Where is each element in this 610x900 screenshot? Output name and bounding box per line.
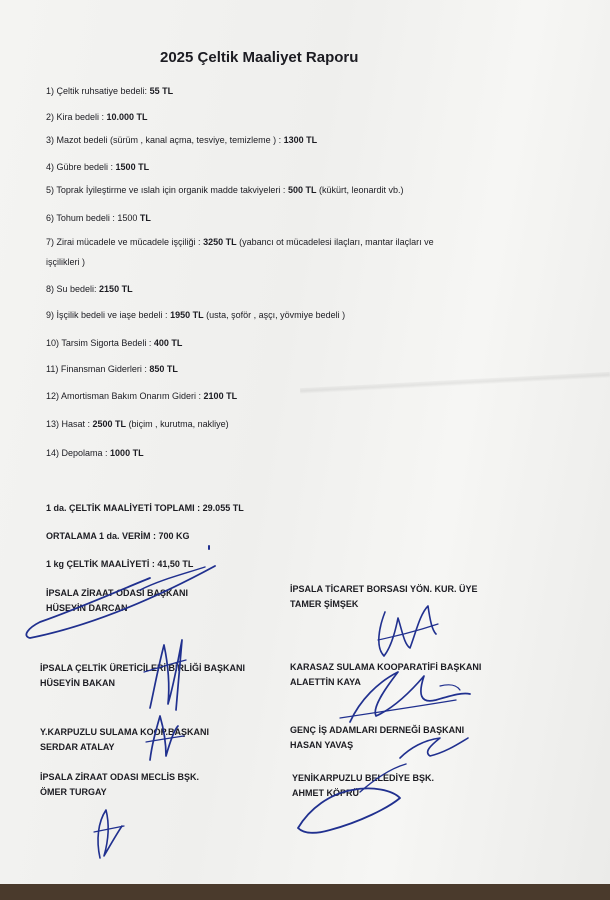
cost-item-13 <box>46 419 229 429</box>
average-yield-label: ORTALAMA 1 da. VERİM : <box>46 531 159 541</box>
signatory-org: İPSALA TİCARET BORSASI YÖN. KUR. ÜYE <box>290 584 478 594</box>
item-amount: 1000 TL <box>110 448 144 458</box>
signatory-org: KARASAZ SULAMA KOOPARATİFİ BAŞKANI <box>290 662 482 672</box>
signatory-block <box>290 660 481 690</box>
item-amount: 400 TL <box>153 338 183 348</box>
signatory-org: YENİKARPUZLU BELEDİYE BŞK. <box>292 773 435 783</box>
signatory-block <box>46 586 188 616</box>
cost-item-14 <box>46 448 144 458</box>
signatory-block <box>40 770 199 800</box>
item-amount: TL <box>139 213 151 223</box>
cost-item-5 <box>46 185 404 195</box>
item-amount: 1500 TL <box>115 162 150 172</box>
cost-item-2 <box>46 112 148 122</box>
signatory-name: HASAN YAVAŞ <box>290 740 354 750</box>
item-label: 7) Zirai mücadele ve mücadele işçiliği : <box>46 237 204 247</box>
item-label: 2) Kira bedeli : <box>46 112 107 122</box>
signatory-name: HÜSEYİN BAKAN <box>40 678 116 688</box>
item-amount: 10.000 TL <box>106 112 148 122</box>
unit-cost-label: 1 kg ÇELTİK MAALİYETİ : <box>46 559 158 569</box>
signatory-org: GENÇ İŞ ADAMLARI DERNEĞİ BAŞKANI <box>290 725 465 735</box>
item-amount: 55 TL <box>149 86 174 96</box>
cost-item-11 <box>46 364 178 374</box>
item-label: 1) Çeltik ruhsatiye bedeli: <box>46 86 150 96</box>
item-label: 4) Gübre bedeli : <box>46 162 116 172</box>
item-note: (yabancı ot mücadelesi ilaçları, mantar ilaçları ve <box>236 237 434 247</box>
signatory-block <box>290 582 478 612</box>
item-label: 5) Toprak İyileştirme ve ıslah için organik madde takviyeleri : <box>46 185 288 195</box>
signatory-block <box>40 725 209 755</box>
item-amount: 1950 TL <box>170 310 204 320</box>
item-label: 11) Finansman Giderleri : <box>46 364 150 374</box>
item-amount: 2100 TL <box>203 391 238 401</box>
signatory-org: İPSALA ÇELTİK ÜRETİCİLERİ BİRLİĞİ BAŞKANI <box>40 663 246 673</box>
signatory-name: SERDAR ATALAY <box>40 742 115 752</box>
report-title: 2025 Çeltik Maaliyet Raporu <box>160 49 359 66</box>
signatory-name: ALAETTİN KAYA <box>290 677 361 687</box>
cost-item-12 <box>46 391 237 401</box>
item-note: (kükürt, leonardit vb.) <box>316 185 404 195</box>
item-amount: 3250 TL <box>203 237 237 247</box>
cost-item-3 <box>46 135 317 145</box>
item-amount: 2500 TL <box>92 419 127 429</box>
item-label: 10) Tarsim Sigorta Bedeli : <box>46 338 154 348</box>
signatory-org: İPSALA ZİRAAT ODASI MECLİS BŞK. <box>40 772 200 782</box>
item-label: 9) İşçilik bedeli ve iaşe bedeli : <box>46 310 171 320</box>
signatory-name: ÖMER TURGAY <box>40 787 107 797</box>
signatory-name: TAMER ŞİMŞEK <box>290 599 359 609</box>
total-cost-line <box>46 503 244 513</box>
total-cost-value: 29.055 TL <box>202 503 244 513</box>
item-label: 3) Mazot bedeli (sürüm , kanal açma, tesviye, temizleme ) : <box>46 135 284 145</box>
cost-item-4 <box>46 162 149 172</box>
signatory-block <box>40 661 245 691</box>
item-label: 13) Hasat : <box>46 419 93 429</box>
item-label: 12) Amortisman Bakım Onarım Gideri : <box>46 391 204 401</box>
average-yield-line <box>46 531 190 541</box>
item-note: (usta, şoför , aşçı, yövmiye bedeli ) <box>203 310 346 320</box>
signature-turgay <box>94 810 124 858</box>
signature-simsek <box>378 606 438 656</box>
cost-item-10 <box>46 338 182 348</box>
item-note: (biçim , kurutma, nakliye) <box>126 419 229 429</box>
signatory-name: AHMET KÖPRÜ <box>292 788 359 798</box>
total-cost-label: 1 da. ÇELTİK MAALİYETİ TOPLAMI : <box>46 503 203 513</box>
cost-item-9 <box>46 310 345 320</box>
signatory-name: HÜSEYİN DARCAN <box>46 603 128 613</box>
item-label: 8) Su bedeli: <box>46 284 100 294</box>
signatory-org: İPSALA ZİRAAT ODASI BAŞKANI <box>46 588 189 598</box>
cost-item-6 <box>46 213 151 223</box>
item-amount: 1300 TL <box>283 135 318 145</box>
average-yield-value: 700 KG <box>158 531 190 541</box>
signatory-block <box>292 771 434 801</box>
signatory-org: Y.KARPUZLU SULAMA KOOP.BAŞKANI <box>40 727 210 737</box>
signatory-block <box>290 723 464 753</box>
item-label: 6) Tohum bedeli : 1500 <box>46 213 140 223</box>
cost-item-7 <box>46 237 434 247</box>
cost-item-1 <box>46 86 173 96</box>
unit-cost-value: 41,50 TL <box>157 559 194 569</box>
paper-crease <box>300 372 610 394</box>
cost-item-7-continuation: işçilikleri ) <box>46 257 85 267</box>
item-label: 14) Depolama : <box>46 448 111 458</box>
unit-cost-line <box>46 559 193 569</box>
item-amount: 850 TL <box>149 364 178 374</box>
item-amount: 2150 TL <box>99 284 133 294</box>
item-amount: 500 TL <box>287 185 317 195</box>
cost-item-8 <box>46 284 133 294</box>
